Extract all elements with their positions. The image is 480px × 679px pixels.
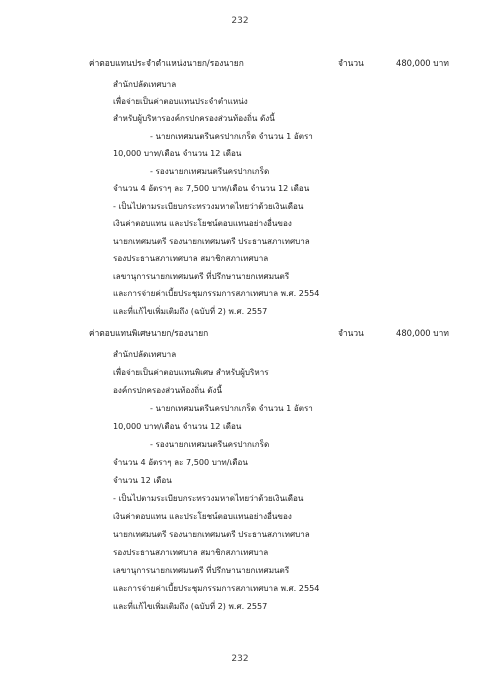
- budget-item-title: ค่าตอบแทนพิเศษนายก/รองนายก: [89, 328, 209, 338]
- description-line: เงินค่าตอบแทน และประโยชน์ตอบแทนอย่างอื่นของ: [113, 218, 292, 228]
- description-line: นายกเทศมนตรี รองนายกเทศมนตรี ประธานสภาเทศบาล: [113, 529, 310, 539]
- description-line: เพื่อจ่ายเป็นค่าตอบแทนประจำตำแหน่ง: [113, 96, 248, 106]
- description-line: จำนวน 4 อัตราๆ ละ 7,500 บาท/เดือน จำนวน 12 เดือน: [113, 183, 310, 193]
- description-line: และที่แก้ไขเพิ่มเติมถึง (ฉบับที่ 2) พ.ศ. 2557: [113, 601, 268, 611]
- description-line: 10,000 บาท/เดือน จำนวน 12 เดือน: [113, 148, 242, 158]
- description-line: สำนักปลัดเทศบาล: [113, 79, 177, 89]
- description-line: สำหรับผู้บริหารองค์กรปกครองส่วนท้องถิ่น ดังนี้: [113, 113, 275, 123]
- budget-item-position-allowance: [0, 56, 480, 316]
- description-line: 10,000 บาท/เดือน จำนวน 12 เดือน: [113, 421, 242, 431]
- description-line: เงินค่าตอบแทน และประโยชน์ตอบแทนอย่างอื่นของ: [113, 511, 292, 521]
- description-line: องค์กรปกครองส่วนท้องถิ่น ดังนี้: [113, 385, 223, 395]
- description-line: - เป็นไปตามระเบียบกระทรวงมหาดไทยว่าด้วยเงินเดือน: [113, 493, 304, 503]
- description-line: - นายกเทศมนตรีนครปากเกร็ด จำนวน 1 อัตรา: [150, 403, 313, 413]
- description-line: รองประธานสภาเทศบาล สมาชิกสภาเทศบาล: [113, 253, 269, 263]
- description-line: - รองนายกเทศมนตรีนครปากเกร็ด: [150, 439, 270, 449]
- budget-item-unit-label: จำนวน: [338, 58, 364, 68]
- description-line: นายกเทศมนตรี รองนายกเทศมนตรี ประธานสภาเทศบาล: [113, 236, 310, 246]
- description-line: สำนักปลัดเทศบาล: [113, 349, 177, 359]
- budget-item-amount: 480,000 บาท: [396, 328, 449, 338]
- budget-item-header: [0, 326, 480, 342]
- description-line: เพื่อจ่ายเป็นค่าตอบแทนพิเศษ สำหรับผู้บริหาร: [113, 367, 269, 377]
- budget-item-title: ค่าตอบแทนประจำตำแหน่งนายก/รองนายก: [89, 58, 244, 68]
- page-number-bottom: 232: [231, 654, 249, 664]
- budget-item-special-allowance: [0, 326, 480, 611]
- description-line: และการจ่ายค่าเบี้ยประชุมกรรมการสภาเทศบาล พ.ศ. 2554: [113, 583, 320, 593]
- description-line: และการจ่ายค่าเบี้ยประชุมกรรมการสภาเทศบาล พ.ศ. 2554: [113, 288, 320, 298]
- budget-item-amount: 480,000 บาท: [396, 58, 449, 68]
- budget-item-header: [0, 56, 480, 72]
- page-number-top: 232: [231, 16, 249, 26]
- description-line: เลขานุการนายกเทศมนตรี ที่ปรึกษานายกเทศมนตรี: [113, 565, 290, 575]
- description-line: - เป็นไปตามระเบียบกระทรวงมหาดไทยว่าด้วยเงินเดือน: [113, 201, 304, 211]
- description-line: รองประธานสภาเทศบาล สมาชิกสภาเทศบาล: [113, 547, 269, 557]
- description-line: และที่แก้ไขเพิ่มเติมถึง (ฉบับที่ 2) พ.ศ. 2557: [113, 306, 268, 316]
- description-line: จำนวน 4 อัตราๆ ละ 7,500 บาท/เดือน: [113, 457, 248, 467]
- description-line: - รองนายกเทศมนตรีนครปากเกร็ด: [150, 166, 270, 176]
- description-line: เลขานุการนายกเทศมนตรี ที่ปรึกษานายกเทศมนตรี: [113, 271, 290, 281]
- budget-item-unit-label: จำนวน: [338, 328, 364, 338]
- description-line: - นายกเทศมนตรีนครปากเกร็ด จำนวน 1 อัตรา: [150, 131, 313, 141]
- description-line: จำนวน 12 เดือน: [113, 475, 172, 485]
